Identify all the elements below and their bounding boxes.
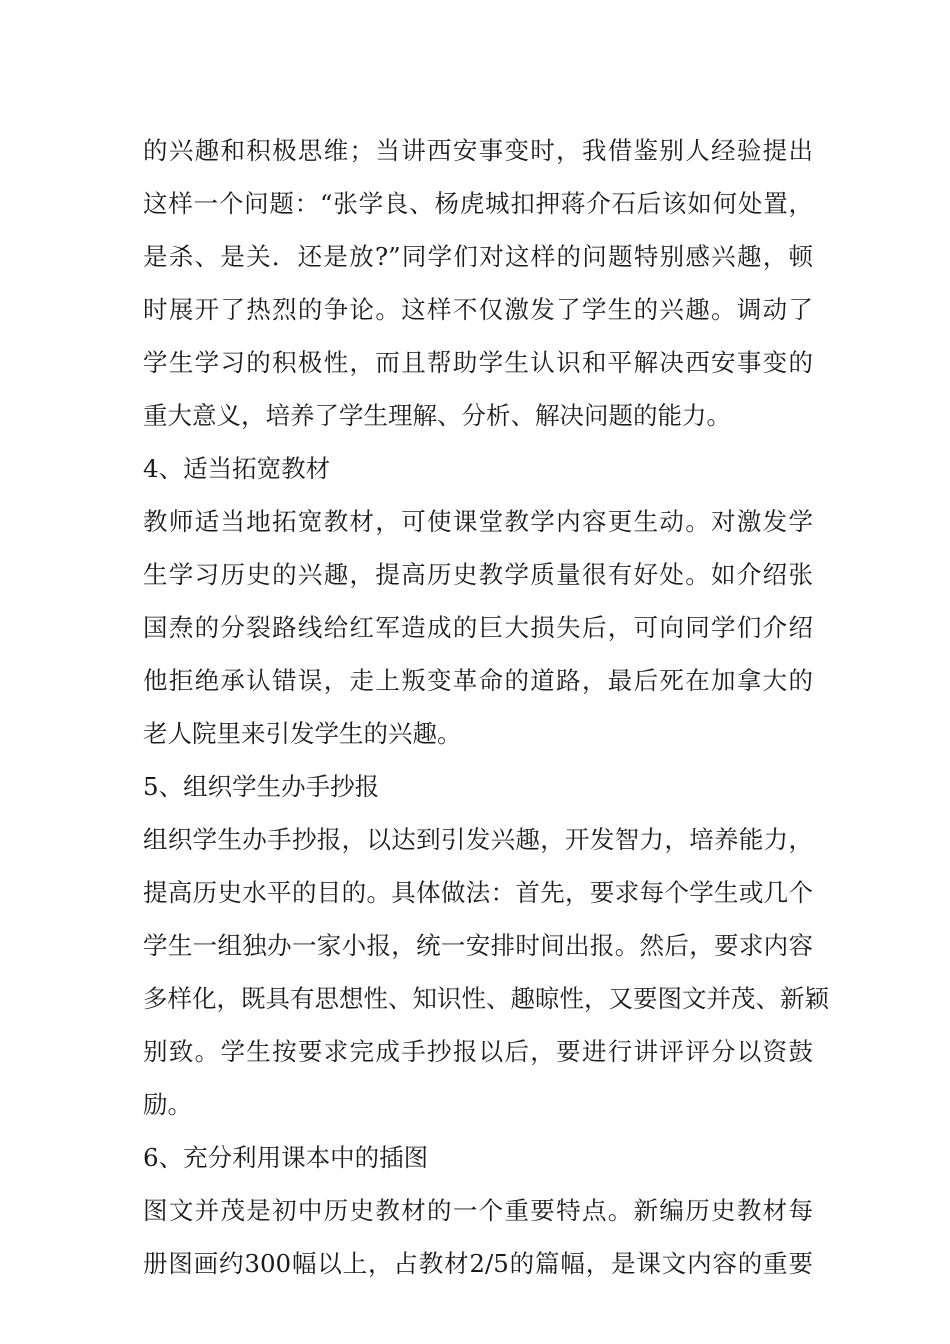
- text-line: 提高历史水平的目的。具体做法：首先，要求每个学生或几个: [143, 878, 813, 907]
- text-line: 他拒绝承认错误，走上叛变革命的道路，最后死在加拿大的: [143, 666, 813, 695]
- text-line: 教师适当地拓宽教材，可使课堂教学内容更生动。对激发学: [143, 507, 813, 536]
- section-heading: 4、适当拓宽教材: [143, 454, 331, 483]
- text-line: 组织学生办手抄报，以达到引发兴趣，开发智力，培养能力，: [143, 825, 813, 854]
- text-line: 学生学习的积极性，而且帮助学生认识和平解决西安事变的: [143, 348, 813, 377]
- text-line: 图文并茂是初中历史教材的一个重要特点。新编历史教材每: [143, 1196, 813, 1225]
- text-line: 别致。学生按要求完成手抄报以后，要进行讲评评分以资鼓: [143, 1037, 813, 1066]
- text-line: 学生一组独办一家小报，统一安排时间出报。然后，要求内容: [143, 931, 813, 960]
- section-heading: 6、充分利用课本中的插图: [143, 1143, 429, 1172]
- text-line: 这样一个问题：“张学良、杨虎城扣押蒋介石后该如何处置，: [143, 189, 813, 218]
- text-line: 时展开了热烈的争论。这样不仅激发了学生的兴趣。调动了: [143, 295, 813, 324]
- text-line: 老人院里来引发学生的兴趣。: [143, 719, 462, 748]
- text-line: 的兴趣和积极思维；当讲西安事变时，我借鉴别人经验提出: [143, 136, 813, 165]
- text-line: 生学习历史的兴趣，提高历史教学质量很有好处。如介绍张: [143, 560, 813, 589]
- text-line: 册图画约300幅以上，占教材2/5的篇幅，是课文内容的重要: [143, 1249, 813, 1278]
- text-line: 重大意义，培养了学生理解、分析、解决问题的能力。: [143, 401, 731, 430]
- text-line: 是杀、是关．还是放?”同学们对这样的问题特别感兴趣，顿: [143, 242, 813, 271]
- body-text: [143, 124, 829, 1290]
- text-line: 励。: [143, 1090, 192, 1119]
- section-heading: 5、组织学生办手抄报: [143, 772, 380, 801]
- text-line: 多样化，既具有思想性、知识性、趣晾性，又要图文并茂、新颖: [143, 984, 829, 1013]
- text-line: 国焘的分裂路线给红军造成的巨大损失后，可向同学们介绍: [143, 613, 813, 642]
